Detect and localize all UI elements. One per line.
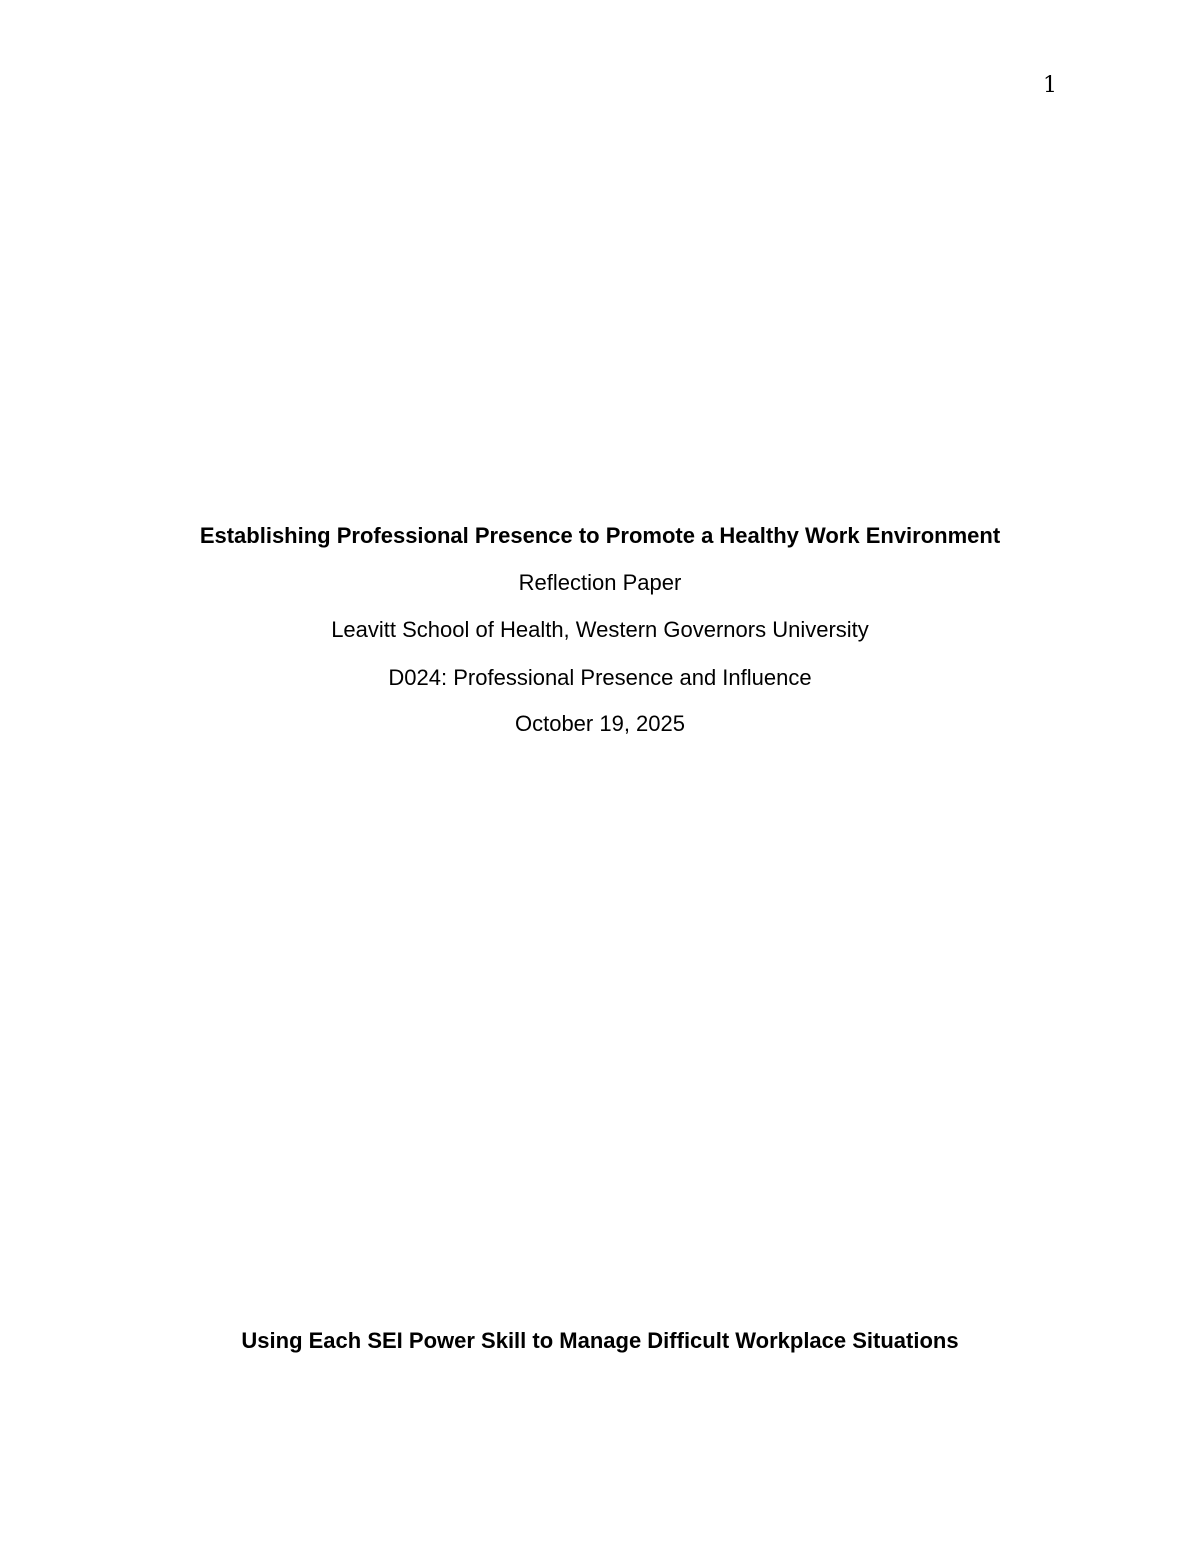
page-number: 1 (1043, 73, 1057, 98)
institution: Leavitt School of Health, Western Governors University (331, 617, 869, 642)
paper-date: October 19, 2025 (514, 711, 685, 736)
paper-subtitle: Reflection Paper (518, 570, 682, 595)
paper-title: Establishing Professional Presence to Promote a Healthy Work Environment (199, 523, 1001, 548)
course-name: D024: Professional Presence and Influence (388, 665, 812, 690)
section-heading: Using Each SEI Power Skill to Manage Difficult Workplace Situations (241, 1328, 959, 1353)
